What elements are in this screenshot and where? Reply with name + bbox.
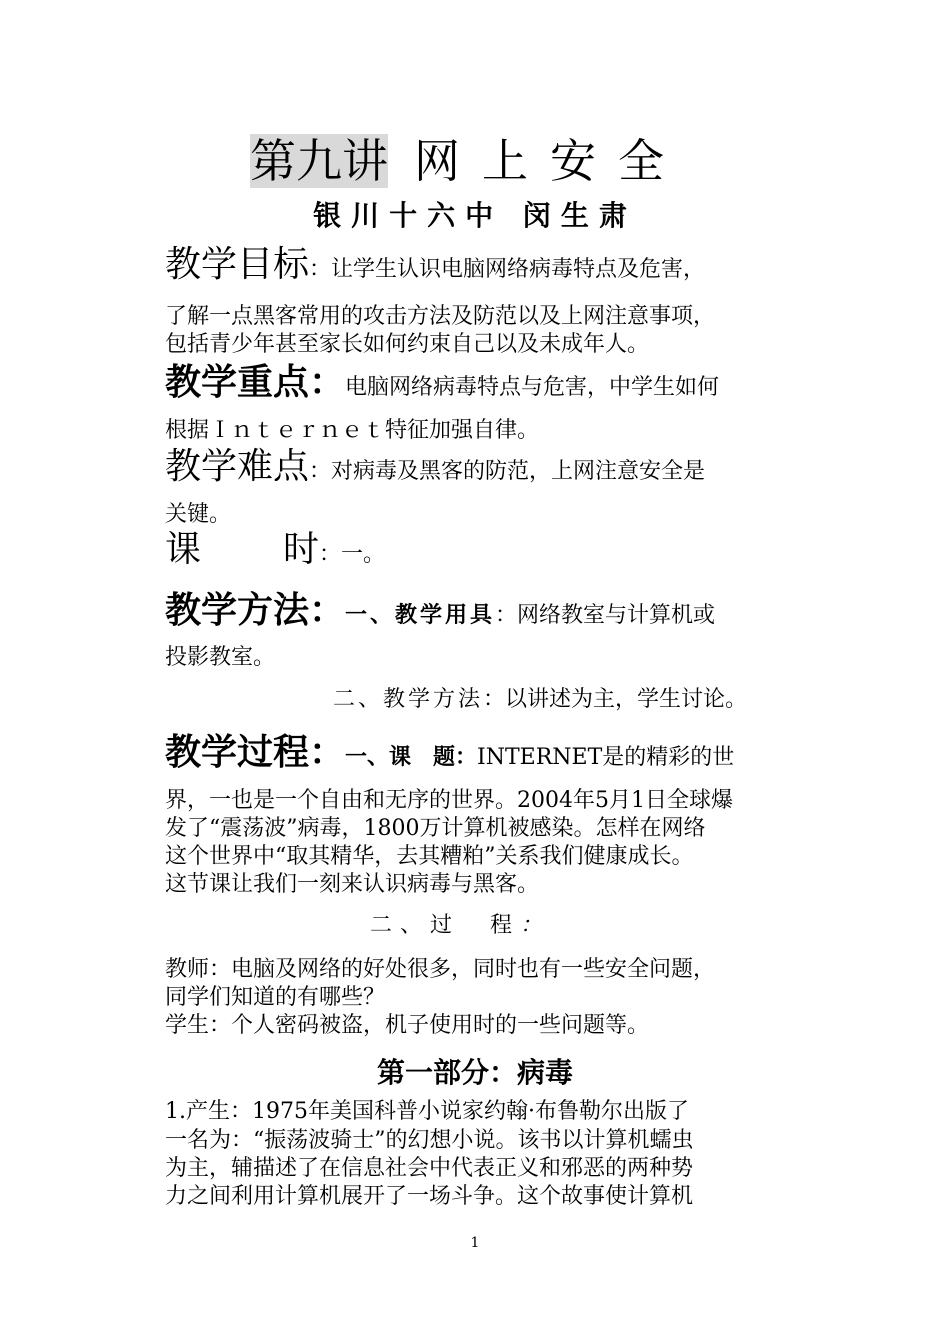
section-difficulties xyxy=(165,446,805,487)
page-number: 1 xyxy=(470,1235,480,1251)
process-item2 xyxy=(370,911,542,941)
difficulties-sep: ： xyxy=(309,459,332,484)
objectives-line-2: 了解一点黑客常用的攻击方法及防范以及上网注意事项， xyxy=(165,304,716,329)
section-hours xyxy=(165,529,805,570)
methods-heading: 教学方法： xyxy=(165,590,346,631)
difficulties-line-1: 对病毒及黑客的防范，上网注意安全是 xyxy=(331,459,706,484)
key-points-line-1: 电脑网络病毒特点与危害，中学生如何 xyxy=(345,375,720,400)
methods-item1-text: 网络教室与计算机或 xyxy=(517,603,716,628)
document-title xyxy=(250,133,686,189)
author-line: 银川十六中 闵生肃 xyxy=(313,199,637,232)
process-item2-label: 二、过 程 xyxy=(370,913,521,938)
methods-item2-sep: ： xyxy=(483,687,506,712)
difficulties-line-2: 关键。 xyxy=(165,502,232,527)
title-lecture-number: 第九讲 xyxy=(250,134,388,188)
objectives-line-1: 让学生认识电脑网络病毒特点及危害， xyxy=(331,257,706,282)
part1-line-2: 一名为：“振荡波骑士”的幻想小说。该书以计算机蠕虫 xyxy=(165,1128,694,1153)
methods-item2 xyxy=(333,685,747,715)
process-heading: 教学过程： xyxy=(165,732,346,773)
part1-line-3: 为主，辅描述了在信息社会中代表正义和邪恶的两种势 xyxy=(165,1156,694,1181)
objectives-heading: 教学目标 xyxy=(165,244,310,285)
dialog-line-2: 同学们知道的有哪些？ xyxy=(165,985,386,1010)
hours-heading-a: 课 xyxy=(165,529,202,570)
part1-line-4: 力之间利用计算机展开了一场斗争。这个故事使计算机 xyxy=(165,1184,694,1209)
key-points-line-2: 根据Ｉｎｔｅｒｎｅｔ特征加强自律。 xyxy=(165,418,540,443)
part1-line-1: 1975年美国科普小说家约翰·布鲁勒尔出版了 xyxy=(252,1099,689,1124)
section-methods xyxy=(165,590,805,631)
objectives-line-3: 包括青少年甚至家长如何约束自己以及未成年人。 xyxy=(165,332,650,357)
methods-item1-sep: ： xyxy=(495,603,518,628)
section-objectives xyxy=(165,244,805,285)
part1-item xyxy=(165,1097,689,1127)
dialog-line-1: 教师：电脑及网络的好处很多，同时也有一些安全问题， xyxy=(165,957,716,982)
hours-sep: ： xyxy=(319,542,342,567)
part1-item-sep: ： xyxy=(230,1099,253,1124)
difficulties-heading: 教学难点 xyxy=(165,446,310,487)
methods-item1-label: 一、教学用具 xyxy=(345,602,496,628)
section-process xyxy=(165,732,805,773)
process-line-4: 这个世界中“取其精华，去其糟粕”关系我们健康成长。 xyxy=(165,844,694,869)
hours-value: 一。 xyxy=(341,542,386,567)
objectives-sep: ： xyxy=(309,257,332,282)
part1-title: 第一部分：病毒 xyxy=(376,1056,573,1089)
section-key-points xyxy=(165,362,805,403)
process-line-3: 发了“震荡波”病毒，1800万计算机被感染。怎样在网络 xyxy=(165,816,706,841)
process-item2-sep: ： xyxy=(520,913,543,938)
methods-item1-cont: 投影教室。 xyxy=(165,645,276,670)
key-points-heading: 教学重点： xyxy=(165,362,346,403)
process-item1-label: 一、课 题： xyxy=(345,744,478,770)
process-line-5: 这节课让我们一刻来认识病毒与黑客。 xyxy=(165,872,540,897)
hours-heading-b: 时 xyxy=(283,529,320,570)
methods-item2-text: 以讲述为主，学生讨论。 xyxy=(505,687,748,712)
part1-item-label: 1.产生 xyxy=(165,1099,230,1124)
methods-item2-label: 二、教学方法 xyxy=(333,687,484,712)
dialog-line-3: 学生：个人密码被盗，机子使用时的一些问题等。 xyxy=(165,1013,650,1038)
process-line-2: 界，一也是一个自由和无序的世界。2004年5月1日全球爆 xyxy=(165,788,733,813)
title-topic: 网上安全 xyxy=(414,134,686,188)
process-line-1: INTERNET是的精彩的世 xyxy=(477,745,735,770)
